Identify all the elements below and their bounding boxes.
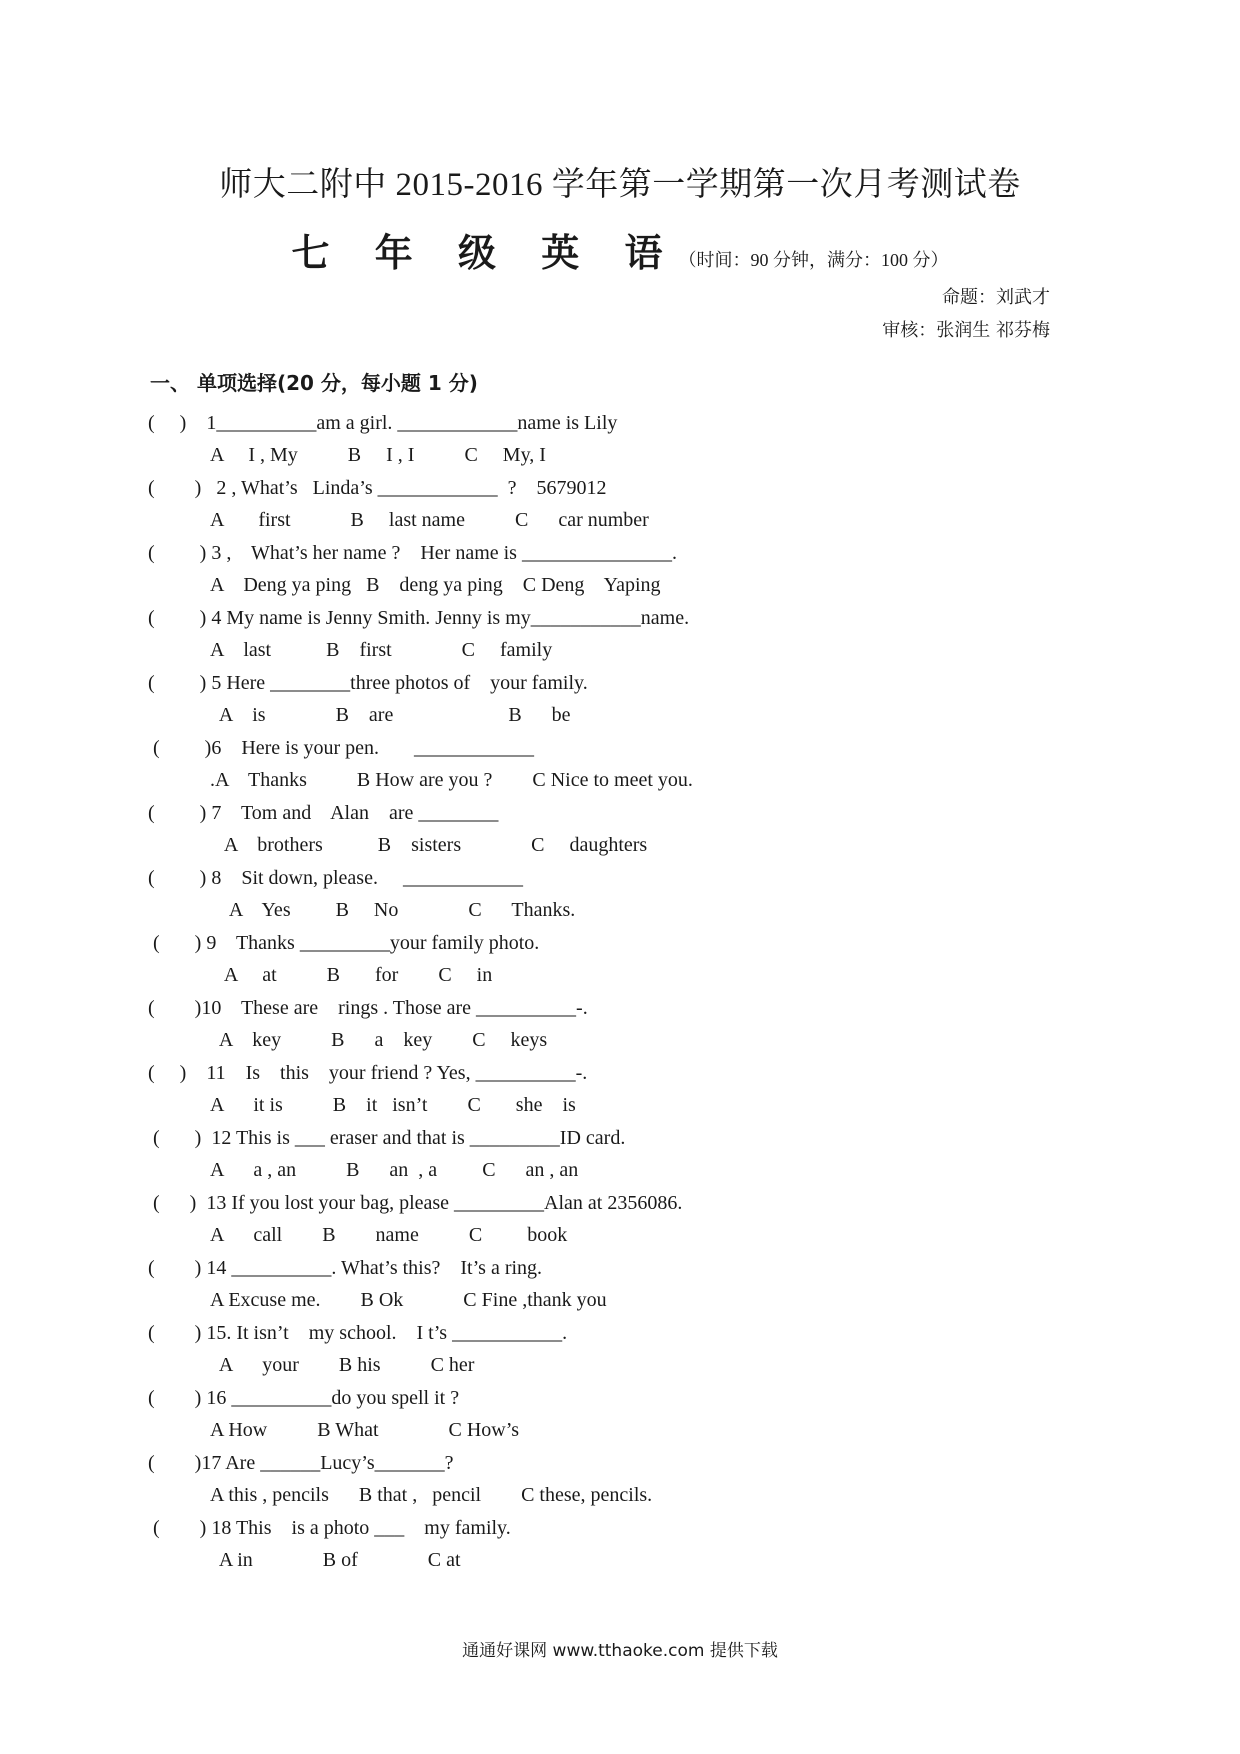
question-options: A this , pencils B that , pencil C these, pencils. xyxy=(210,1484,653,1506)
question-stem: ( ) 16 __________do you spell it ? xyxy=(148,1387,460,1409)
subject-title: 七 年 级 英 语 xyxy=(291,230,679,275)
question-options: A in B of C at xyxy=(210,1549,461,1571)
question-options: A brothers B sisters C daughters xyxy=(210,834,648,856)
question-stem: ( ) 12 This is ___ eraser and that is _________ID card. xyxy=(148,1127,626,1149)
question-options: A it is B it isn’t C she is xyxy=(210,1094,576,1116)
question-options: A at B for C in xyxy=(210,964,493,986)
question-stem: ( ) 11 Is this your friend ? Yes, __________-. xyxy=(148,1062,588,1084)
reviewer-line: 审核：张润生 祁芬梅 xyxy=(882,320,1050,341)
question-options: A Yes B No C Thanks. xyxy=(210,899,576,921)
question-stem: ( ) 1__________am a girl. ____________name is Lily xyxy=(148,412,618,434)
question-stem: ( ) 2 , What’s Linda’s ____________ ? 5679012 xyxy=(148,477,607,499)
question-stem: ( ) 3 , What’s her name ? Her name is _______________. xyxy=(148,542,677,564)
question-stem: ( ) 5 Here ________three photos of your family. xyxy=(148,672,588,694)
question-options: A is B are B be xyxy=(210,704,571,726)
question-stem: ( ) 13 If you lost your bag, please _________Alan at 2356086. xyxy=(148,1192,683,1214)
question-options: .A Thanks B How are you ? C Nice to meet you. xyxy=(210,769,693,791)
question-options: A a , an B an , a C an , an xyxy=(210,1159,579,1181)
question-stem: ( ) 14 __________. What’s this? It’s a ring. xyxy=(148,1257,543,1279)
question-stem: ( )10 These are rings . Those are __________-. xyxy=(148,997,588,1019)
question-options: A your B his C her xyxy=(210,1354,475,1376)
subtitle-row xyxy=(0,222,1240,277)
question-stem: ( ) 4 My name is Jenny Smith. Jenny is my___________name. xyxy=(148,607,690,629)
question-stem: ( ) 7 Tom and Alan are ________ xyxy=(148,802,499,824)
time-note: （时间：90 分钟，满分：100 分） xyxy=(678,250,949,270)
question-options: A I , My B I , I C My, I xyxy=(210,444,546,466)
question-options: A How B What C How’s xyxy=(210,1419,520,1441)
section-heading: 一、 单项选择(20 分，每小题 1 分) xyxy=(150,371,478,395)
question-options: A key B a key C keys xyxy=(210,1029,548,1051)
question-options: A Deng ya ping B deng ya ping C Deng Yaping xyxy=(210,574,661,596)
question-options: A first B last name C car number xyxy=(210,509,649,531)
question-options: A last B first C family xyxy=(210,639,553,661)
question-stem: ( )6 Here is your pen. ____________ xyxy=(148,737,535,759)
question-options: A Excuse me. B Ok C Fine ,thank you xyxy=(210,1289,607,1311)
question-stem: ( ) 18 This is a photo ___ my family. xyxy=(148,1517,511,1539)
question-stem: ( ) 9 Thanks _________your family photo. xyxy=(148,932,540,954)
author-line: 命题：刘武才 xyxy=(942,287,1050,308)
footer-source: 通通好课网 www.tthaoke.com 提供下载 xyxy=(462,1641,778,1661)
question-stem: ( ) 8 Sit down, please. ____________ xyxy=(148,867,523,889)
question-options: A call B name C book xyxy=(210,1224,568,1246)
exam-title: 师大二附中 2015-2016 学年第一学期第一次月考测试卷 xyxy=(219,167,1021,203)
question-stem: ( )17 Are ______Lucy’s_______? xyxy=(148,1452,454,1474)
question-stem: ( ) 15. It isn’t my school. I t’s ___________. xyxy=(148,1322,568,1344)
